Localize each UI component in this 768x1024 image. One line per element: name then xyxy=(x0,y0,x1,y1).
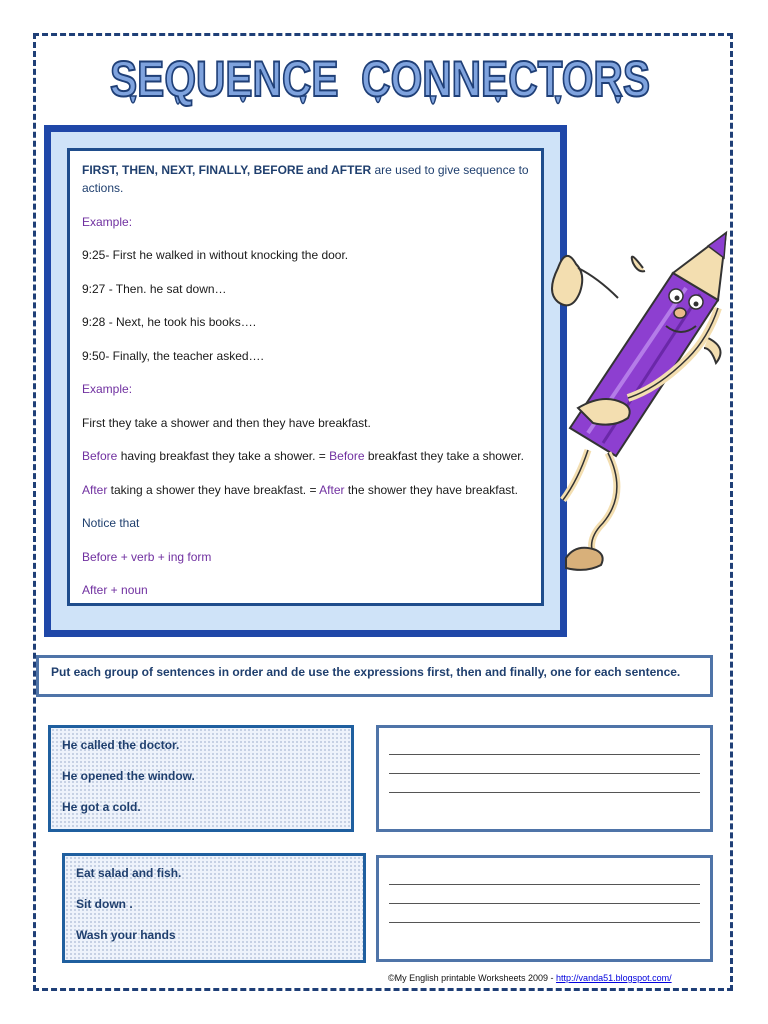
before-word: Before xyxy=(329,449,365,463)
answer-box-1[interactable] xyxy=(376,725,713,832)
answer-line[interactable] xyxy=(389,756,700,774)
after-text-2: the shower they have breakfast. xyxy=(344,482,518,497)
sentence: He opened the window. xyxy=(62,769,195,783)
answer-line[interactable] xyxy=(389,775,700,793)
before-text-1: having breakfast they take a shower. = xyxy=(117,449,330,463)
connectors-list: FIRST, THEN, NEXT, FINALLY, BEFORE and AFTER xyxy=(82,163,372,177)
before-word: Before xyxy=(82,449,118,463)
after-text-1: taking a shower they have breakfast. = xyxy=(107,482,320,497)
title-text: SEQUENCE CONNECTORS xyxy=(110,51,650,107)
sentence-group-2 xyxy=(62,853,366,963)
answer-line[interactable] xyxy=(389,905,700,923)
grammar-content xyxy=(67,148,544,606)
rule-after: After + noun xyxy=(82,583,148,597)
pencil-character-illustration xyxy=(548,228,738,588)
example-line: 9:50- Finally, the teacher asked…. xyxy=(82,348,264,363)
worksheet-title xyxy=(100,38,660,118)
before-text-2: breakfast they take a shower. xyxy=(364,449,524,463)
sentence: Eat salad and fish. xyxy=(76,866,182,880)
footer-link[interactable]: http://vanda51.blogspot.com/ xyxy=(556,973,672,983)
sentence: He called the doctor. xyxy=(62,738,180,752)
example-line: 9:28 - Next, he took his books…. xyxy=(82,315,257,329)
intro-text: are used to give sequence to actions. xyxy=(82,163,529,195)
before-example xyxy=(82,447,529,465)
footer-text: ©My English printable Worksheets 2009 - xyxy=(388,973,557,983)
sentence: He got a cold. xyxy=(62,800,141,814)
answer-line[interactable] xyxy=(389,886,700,904)
answer-line[interactable] xyxy=(389,737,700,755)
grammar-intro xyxy=(82,161,529,197)
footer-credit xyxy=(388,973,672,983)
grammar-box-frame xyxy=(51,132,560,630)
grammar-box xyxy=(44,125,567,637)
after-word: After xyxy=(82,482,108,497)
sentence-group-1 xyxy=(48,725,354,832)
sentence: Sit down . xyxy=(76,897,133,911)
sentence: Wash your hands xyxy=(76,928,176,942)
instruction-box: Put each group of sentences in order and de use the expressions first, then and finally, one for each sentence. xyxy=(36,655,713,697)
example-line: 9:27 - Then. he sat down… xyxy=(82,281,227,296)
after-example xyxy=(82,481,529,499)
answer-box-2[interactable] xyxy=(376,855,713,962)
example-line: 9:25- First he walked in without knocking the door. xyxy=(82,248,349,262)
example-sentence: First they take a shower and then they have breakfast. xyxy=(82,415,371,430)
answer-line[interactable] xyxy=(389,867,700,885)
after-word: After xyxy=(319,482,345,497)
rule-before: Before + verb + ing form xyxy=(82,549,212,564)
example-label-2: Example: xyxy=(82,382,133,396)
example-label-1: Example: xyxy=(82,214,133,229)
title-graphic xyxy=(100,38,660,118)
notice-label: Notice that xyxy=(82,516,140,530)
